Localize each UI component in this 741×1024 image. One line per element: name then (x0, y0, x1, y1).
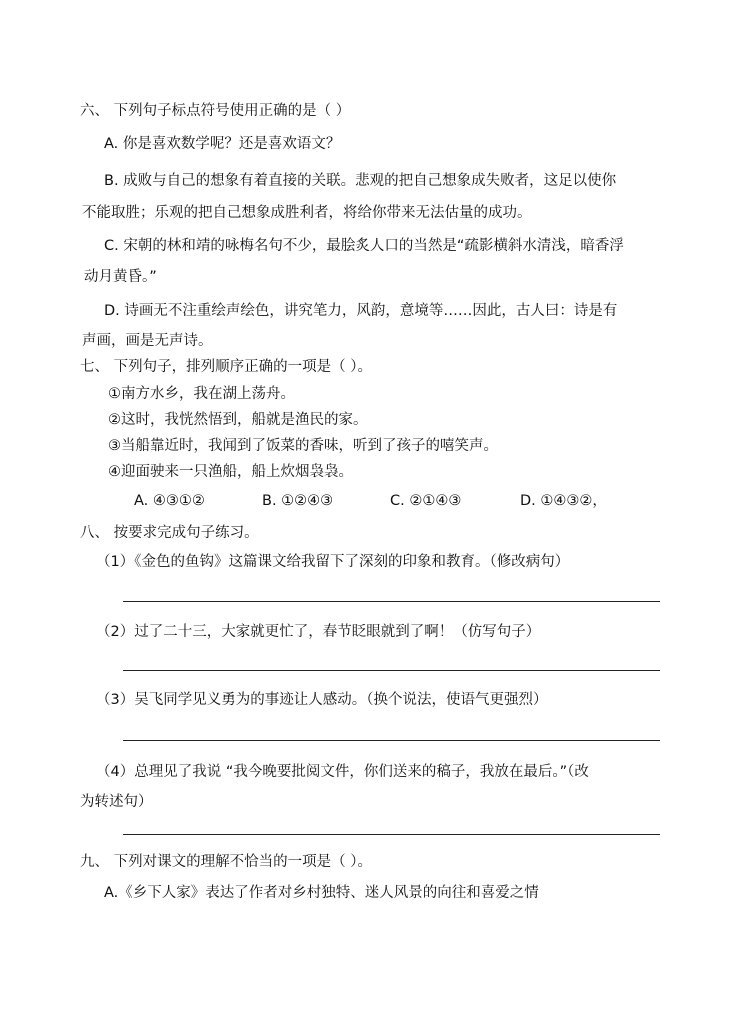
q6-option-c-line1: C. 宋朝的林和靖的咏梅名句不少，最脍炙人口的当然是“疏影横斜水清浅，暗香浮 (104, 238, 624, 254)
q6-option-c-line2: 动月黄昏。” (84, 269, 157, 285)
q8-item-3: （3）吴飞同学见义勇为的事迹让人感动。（换个说法，使语气更强烈） (96, 692, 548, 708)
q8-item-4-answer-line[interactable] (123, 834, 660, 835)
q7-sentence-1: ①南方水乡，我在湖上荡舟。 (108, 386, 295, 402)
q7-choice-b: B. ①②④③ (262, 493, 334, 509)
q6-option-d-line2: 声画，画是无声诗。 (82, 333, 213, 349)
q8-item-2-answer-line[interactable] (123, 670, 660, 671)
question-7-heading: 七、 下列句子，排列顺序正确的一项是（ ）。 (80, 359, 372, 375)
q8-item-1: （1）《金色的鱼钩》这篇课文给我留下了深刻的印象和教育。（修改病句） (96, 554, 570, 570)
q8-item-4-line2: 为转述句） (80, 794, 153, 810)
q9-option-a: A.《乡下人家》表达了作者对乡村独特、迷人风景的向往和喜爱之情 (104, 885, 539, 901)
q7-choice-d: D. ①④③②， (520, 493, 607, 509)
q8-item-1-answer-line[interactable] (123, 601, 660, 602)
question-9-heading: 九、 下列对课文的理解不恰当的一项是（ ）。 (80, 854, 372, 870)
question-8-heading: 八、 按要求完成句子练习。 (80, 525, 259, 541)
q6-option-b-line1: B. 成败与自己的想象有着直接的关联。悲观的把自己想象成失败者，这足以使你 (104, 173, 617, 189)
q7-sentence-2: ②这时，我恍然悟到，船就是渔民的家。 (108, 412, 368, 428)
q8-item-3-answer-line[interactable] (123, 740, 660, 741)
q6-option-d-line1: D. 诗画无不注重绘声绘色，讲究笔力，风韵，意境等……因此，古人曰：诗是有 (104, 303, 618, 319)
q8-item-2: （2）过了二十三，大家就更忙了，春节眨眼就到了啊！（仿写句子） (96, 624, 541, 640)
q7-sentence-4: ④迎面驶来一只渔船，船上炊烟袅袅。 (108, 464, 353, 480)
question-6-heading: 六、 下列句子标点符号使用正确的是（ ） (80, 103, 351, 119)
q8-item-4-line1: （4）总理见了我说 “我今晚要批阅文件，你们送来的稿子，我放在最后。”（改 (96, 764, 589, 780)
q7-choice-a: A. ④③①② (134, 493, 205, 509)
q7-sentence-3: ③当船靠近时，我闻到了饭菜的香味，听到了孩子的嘻笑声。 (108, 438, 498, 454)
q7-choice-c: C. ②①④③ (390, 493, 462, 509)
q6-option-b-line2: 不能取胜；乐观的把自己想象成胜利者，将给你带来无法估量的成功。 (82, 205, 532, 221)
q6-option-a: A. 你是喜欢数学呢？还是喜欢语文？ (104, 136, 341, 152)
